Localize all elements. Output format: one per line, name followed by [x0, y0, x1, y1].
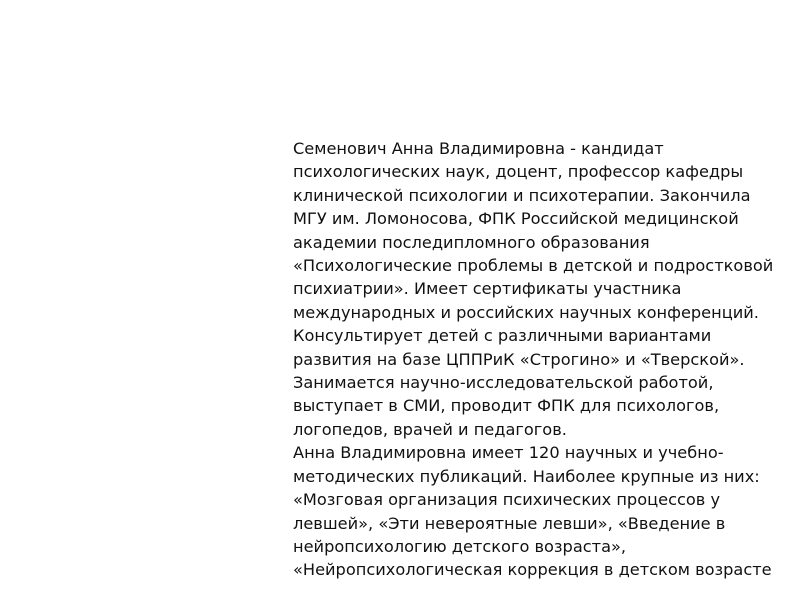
bio-line: Анна Владимировна имеет 120 научных и учебно-: [293, 443, 724, 463]
bio-line: развития на базе ЦППРиК «Строгино» и «Тверской».: [293, 349, 745, 369]
bio-line: психологических наук, доцент, профессор кафедры: [293, 162, 744, 182]
bio-line: МГУ им. Ломоносова, ФПК Российской медицинской: [293, 209, 739, 229]
bio-line: академии последипломного образования: [293, 232, 650, 252]
bio-line: левшей», «Эти невероятные левши», «Введение в: [293, 513, 726, 533]
bio-line: психиатрии». Имеет сертификаты участника: [293, 279, 682, 299]
bio-line: международных и российских научных конференций.: [293, 302, 759, 322]
bio-line: «Нейропсихологическая коррекция в детском возрасте: [293, 560, 772, 580]
bio-line: Семенович Анна Владимировна - кандидат: [293, 139, 664, 158]
bio-line: выступает в СМИ, проводит ФПК для психологов,: [293, 396, 720, 416]
bio-line: клинической психологии и психотерапии. Закончила: [293, 185, 751, 205]
bio-line: Консультирует детей с различными вариантами: [293, 326, 712, 346]
bio-line: нейропсихологию детского возраста»,: [293, 536, 627, 556]
bio-line: «Психологические проблемы в детской и подростковой: [293, 256, 774, 276]
bio-line: методических публикаций. Наиболее крупные из них:: [293, 466, 760, 486]
bio-line: «Мозговая организация психических процессов у: [293, 490, 721, 510]
biography-text: [293, 137, 800, 582]
bio-line: логопедов, врачей и педагогов.: [293, 419, 567, 439]
bio-line: Занимается научно-исследовательской работой,: [293, 373, 714, 393]
